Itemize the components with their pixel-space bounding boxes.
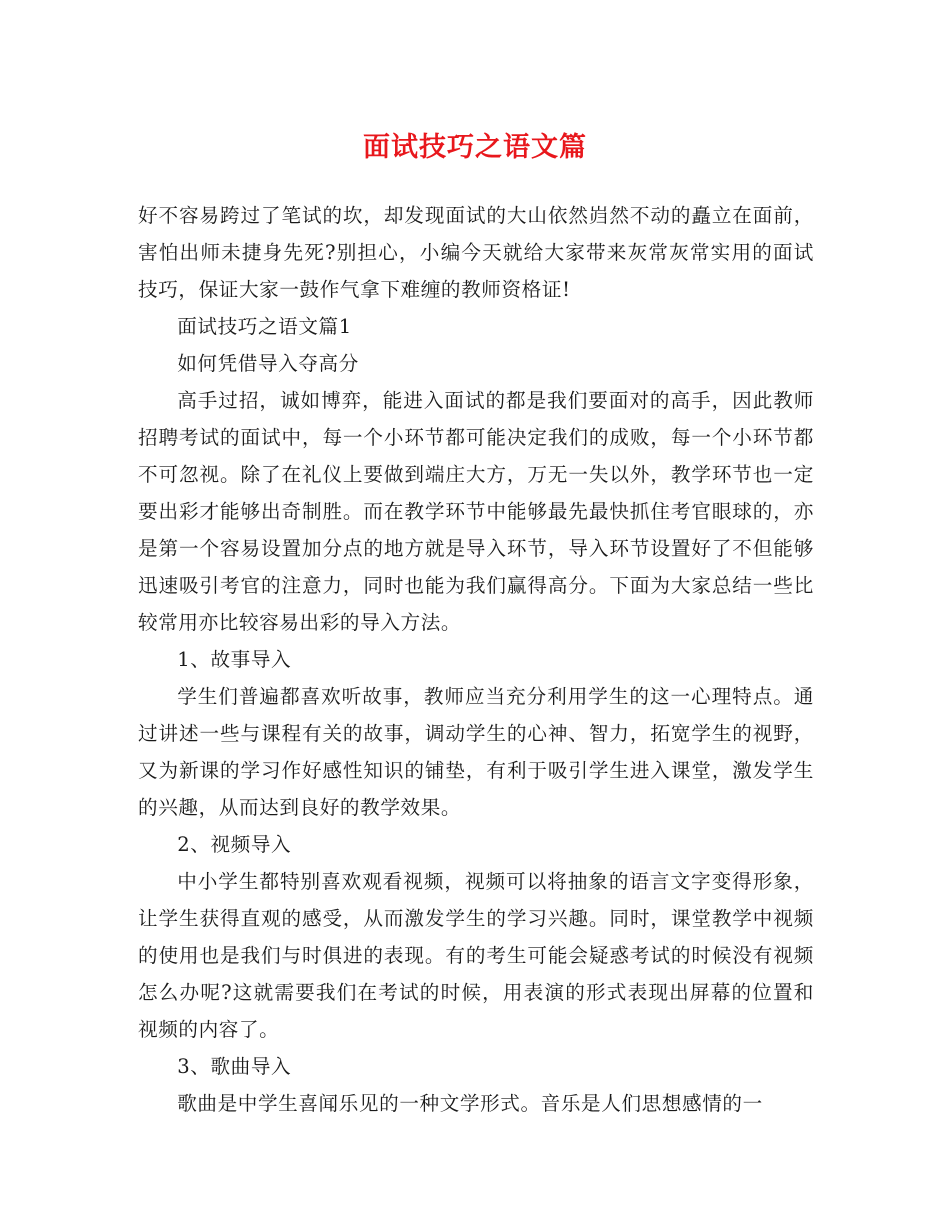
paragraph-body: 中小学生都特别喜欢观看视频，视频可以将抽象的语言文字变得形象，让学生获得直观的感受，从而激发学生的学习兴趣。同时，课堂教学中视频的使用也是我们与时俱进的表现。有的考生可能会疑惑考试的时候没有视频怎么办呢?这就需要我们在考试的时候，用表演的形式表现出屏幕的位置和视频的内容了。: [138, 870, 814, 1041]
subsection-heading: 如何凭借导入夺高分: [177, 352, 359, 375]
section-heading: 面试技巧之语文篇1: [177, 315, 352, 338]
document-title: 面试技巧之语文篇: [363, 132, 587, 163]
paragraph-intro: 好不容易跨过了笔试的坎，却发现面试的大山依然岿然不动的矗立在面前，害怕出师未捷身先死?别担心，小编今天就给大家带来灰常灰常实用的面试技巧，保证大家一鼓作气拿下难缠的教师资格证!: [138, 204, 814, 301]
paragraph-body: 高手过招，诚如博弈，能进入面试的都是我们要面对的高手，因此教师招聘考试的面试中，每一个小环节都可能决定我们的成败，每一个小环节都不可忽视。除了在礼仪上要做到端庄大方，万无一失以外，教学环节也一定要出彩才能够出奇制胜。而在教学环节中能够最先最快抓住考官眼球的，亦是第一个容易设置加分点的地方就是导入环节，导入环节设置好了不但能够迅速吸引考官的注意力，同时也能为我们赢得高分。下面为大家总结一些比较常用亦比较容易出彩的导入方法。: [138, 389, 814, 634]
paragraph-body: 歌曲是中学生喜闻乐见的一种文学形式。音乐是人们思想感情的一: [177, 1092, 763, 1115]
list-item-heading: 3、歌曲导入: [177, 1055, 292, 1078]
paragraph-body: 学生们普遍都喜欢听故事，教师应当充分利用学生的这一心理特点。通过讲述一些与课程有关的故事，调动学生的心神、智力，拓宽学生的视野，又为新课的学习作好感性知识的铺垫，有利于吸引学生进入课堂，激发学生的兴趣，从而达到良好的教学效果。: [138, 685, 814, 819]
document-body: [138, 197, 814, 1122]
list-item-heading: 2、视频导入: [177, 833, 292, 856]
list-item-heading: 1、故事导入: [177, 648, 292, 671]
